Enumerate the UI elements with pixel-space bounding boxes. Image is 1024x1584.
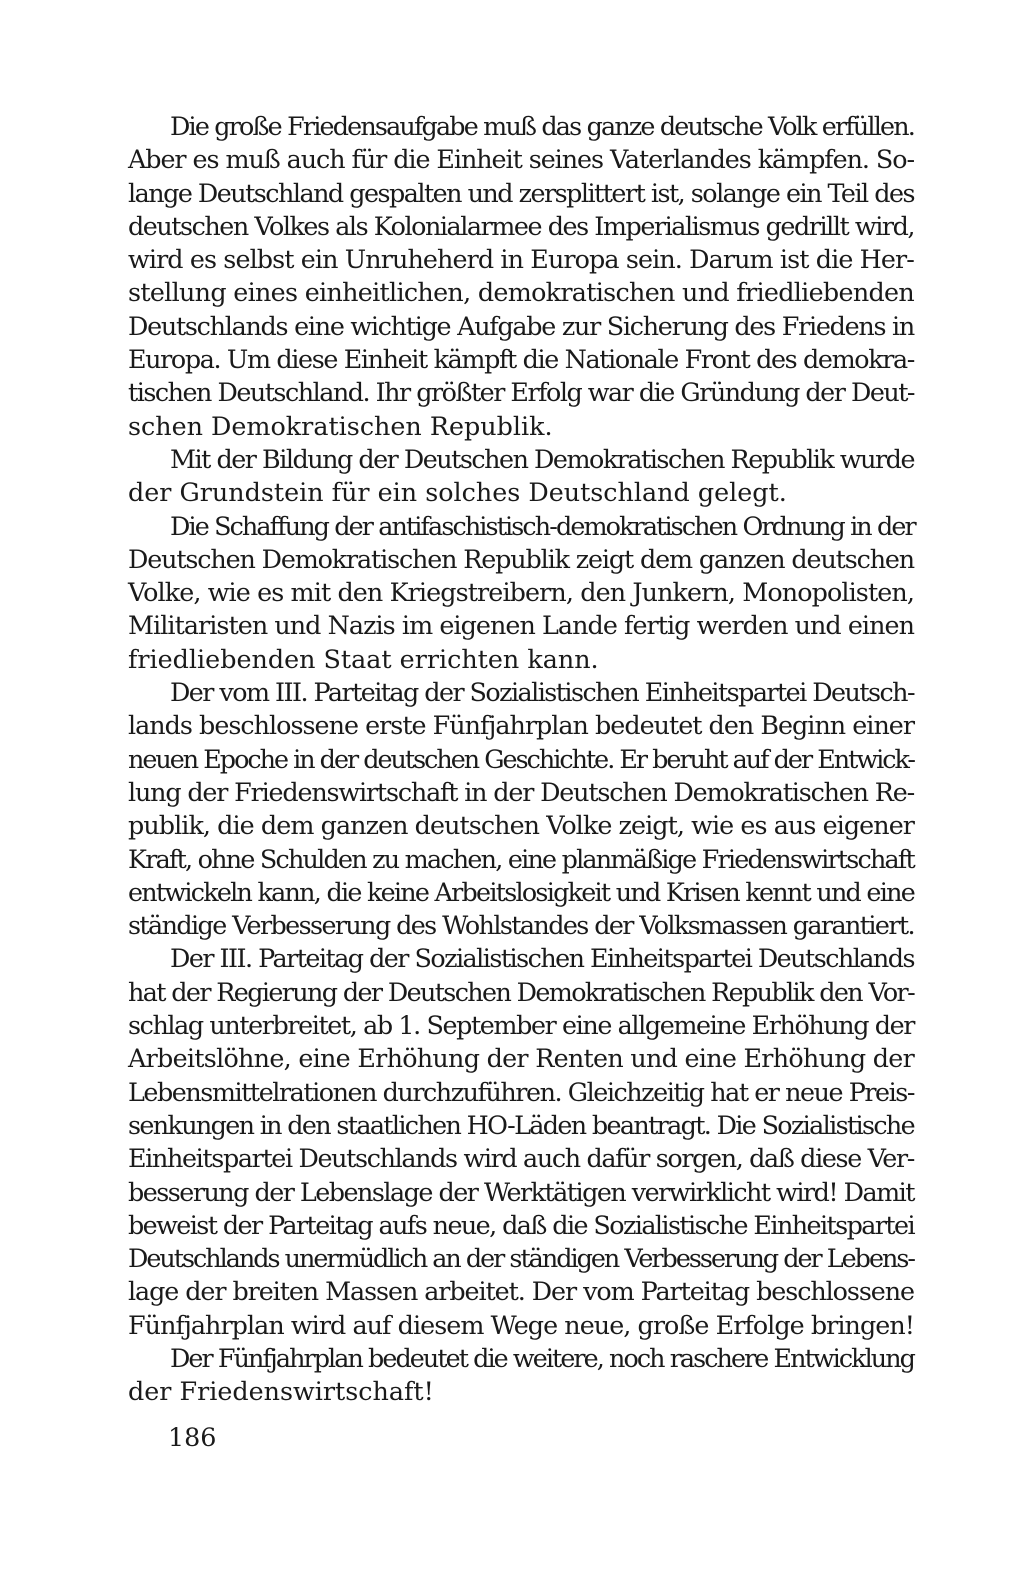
text-line: lange Deutschland gespalten und zersplittert ist, solange ein Teil des: [128, 177, 914, 208]
text-line: Fünfjahrplan wird auf diesem Wege neue, große Erfolge bringen!: [128, 1309, 915, 1340]
text-line: Mit der Bildung der Deutschen Demokratischen Republik wurde: [170, 443, 914, 474]
text-line: Europa. Um diese Einheit kämpft die Nationale Front des demokra-: [128, 344, 915, 375]
text-line: Volke, wie es mit den Kriegstreibern, den Junkern, Monopolisten,: [128, 577, 915, 608]
text-line: besserung der Lebenslage der Werktätigen verwirklicht wird! Damit: [128, 1176, 914, 1207]
text-line: Kraft, ohne Schulden zu machen, eine planmäßige Friedenswirtschaft: [128, 843, 914, 874]
paragraph: [128, 443, 914, 510]
text-line: der Grundstein für ein solches Deutschland gelegt.: [128, 477, 787, 508]
text-line: Einheitspartei Deutschlands wird auch dafür sorgen, daß diese Ver-: [128, 1143, 914, 1174]
paragraph: [128, 942, 914, 1342]
text-line: Aber es muß auch für die Einheit seines Vaterlandes kämpfen. So-: [128, 144, 914, 175]
text-line: friedliebenden Staat errichten kann.: [128, 643, 599, 674]
text-line: schen Demokratischen Republik.: [128, 410, 553, 441]
text-line: der Friedenswirtschaft!: [128, 1376, 434, 1407]
text-line: lands beschlossene erste Fünfjahrplan bedeutet den Beginn einer: [128, 710, 915, 741]
text-line: Die große Friedensaufgabe muß das ganze deutsche Volk erfüllen.: [170, 111, 915, 141]
text-line: tischen Deutschland. Ihr größter Erfolg war die Gründung der Deut-: [128, 377, 915, 408]
text-line: Lebensmittelrationen durchzuführen. Gleichzeitig hat er neue Preis-: [128, 1076, 915, 1107]
text-line: Der Fünfjahrplan bedeutet die weitere, noch raschere Entwicklung: [170, 1342, 914, 1373]
text-line: neuen Epoche in der deutschen Geschichte. Er beruht auf der Entwick-: [128, 743, 914, 774]
text-line: senkungen in den staatlichen HO-Läden beantragt. Die Sozialistische: [128, 1109, 915, 1140]
text-line: entwickeln kann, die keine Arbeitslosigkeit und Krisen kennt und eine: [128, 876, 914, 907]
text-line: lage der breiten Massen arbeitet. Der vom Parteitag beschlossene: [128, 1276, 914, 1307]
text-line: beweist der Parteitag aufs neue, daß die Sozialistische Einheitspartei: [128, 1209, 915, 1240]
text-line: lung der Friedenswirtschaft in der Deutschen Demokratischen Re-: [128, 776, 915, 807]
paragraph: [128, 510, 914, 676]
text-line: publik, die dem ganzen deutschen Volke zeigt, wie es aus eigener: [128, 810, 914, 841]
text-line: Deutschlands eine wichtige Aufgabe zur Sicherung des Friedens in: [128, 310, 914, 341]
text-line: Der vom III. Parteitag der Sozialistischen Einheitspartei Deutsch-: [170, 677, 914, 708]
text-line: wird es selbst ein Unruheherd in Europa sein. Darum ist die Her-: [128, 244, 914, 275]
text-line: Militaristen und Nazis im eigenen Lande fertig werden und einen: [128, 610, 915, 641]
page-number: 186: [168, 1422, 217, 1452]
text-line: Die Schaffung der antifaschistisch-demokratischen Ordnung in der: [170, 510, 915, 541]
paragraph: [128, 1342, 914, 1409]
text-line: Deutschlands unermüdlich an der ständigen Verbesserung der Lebens-: [128, 1243, 914, 1274]
text-line: schlag unterbreitet, ab 1. September eine allgemeine Erhöhung der: [128, 1010, 915, 1041]
text-line: stellung eines einheitlichen, demokratischen und friedliebenden: [128, 277, 915, 308]
text-line: hat der Regierung der Deutschen Demokratischen Republik den Vor-: [128, 976, 915, 1007]
text-line: Arbeitslöhne, eine Erhöhung der Renten und eine Erhöhung der: [128, 1043, 914, 1074]
text-line: Der III. Parteitag der Sozialistischen Einheitspartei Deutschlands: [170, 943, 914, 974]
text-line: Deutschen Demokratischen Republik zeigt dem ganzen deutschen: [128, 543, 915, 574]
body-text: [128, 110, 914, 1409]
text-line: deutschen Volkes als Kolonialarmee des Imperialismus gedrillt wird,: [128, 210, 914, 241]
paragraph: [128, 110, 914, 443]
paragraph: [128, 676, 914, 942]
text-line: ständige Verbesserung des Wohlstandes der Volksmassen garantiert.: [128, 910, 914, 941]
